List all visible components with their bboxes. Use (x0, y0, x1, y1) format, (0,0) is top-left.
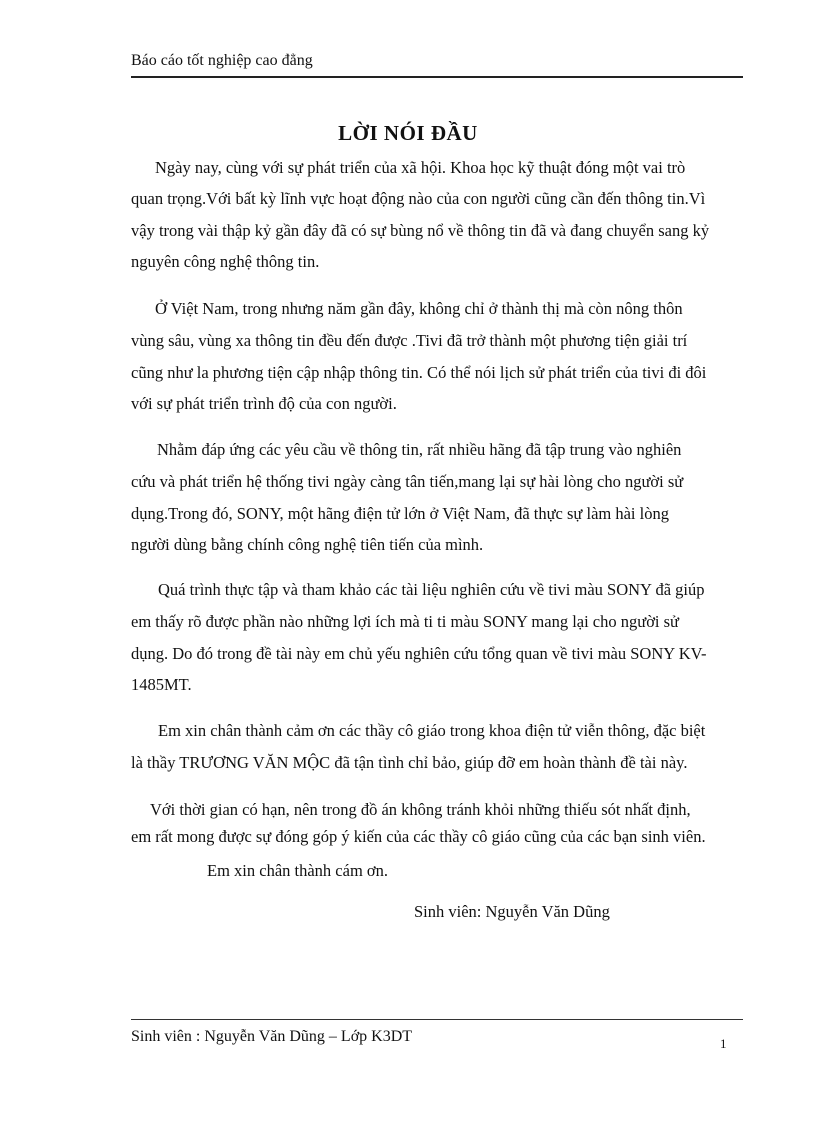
paragraph-line: cứu và phát triển hệ thống tivi ngày càng tân tiến,mang lại sự hài lòng cho người sử (131, 472, 684, 491)
paragraph-thanks-cont (131, 747, 743, 779)
paragraph-line: vậy trong vài thập kỷ gần đây đã có sự bùng nổ về thông tin đã và đang chuyển sang kỷ (131, 220, 710, 240)
paragraph-line: là thầy TRƯƠNG VĂN MỘC đã tận tình chỉ bảo, giúp đỡ em hoàn thành đề tài này. (131, 753, 688, 772)
paragraph-vietnam-cont (131, 325, 743, 420)
paragraph-line: em thấy rõ được phần nào những lợi ích mà ti ti màu SONY mang lại cho người sử (131, 612, 679, 631)
paragraph-line: quan trọng.Với bất kỳ lĩnh vực hoạt động nào của con người cũng cần đến thông tin.Vì (131, 189, 706, 208)
paragraph-line: với sự phát triển trình độ của con người. (131, 394, 397, 413)
running-footer: Sinh viên : Nguyễn Văn Dũng – Lớp K3DT (131, 1028, 413, 1045)
paragraph-sony-cont (131, 466, 743, 561)
paragraph-intro (155, 152, 743, 184)
paragraph-internship (158, 574, 743, 606)
paragraph-sony (157, 434, 743, 466)
paragraph-thanks (158, 715, 743, 747)
paragraph-line: vùng sâu, vùng xa thông tin đều đến được .Tivi đã trở thành một phương tiện giải trí (131, 331, 688, 350)
running-header: Báo cáo tốt nghiệp cao đẳng (131, 52, 313, 69)
paragraph-line: 1485MT. (131, 675, 192, 694)
paragraph-line: Em xin chân thành cảm ơn các thầy cô giáo trong khoa điện tử viễn thông, đặc biệt (158, 721, 706, 740)
signature: Sinh viên: Nguyễn Văn Dũng (414, 902, 610, 921)
page-title: LỜI NÓI ĐẦU (338, 121, 478, 145)
paragraph-line: Với thời gian có hạn, nên trong đồ án không tránh khỏi những thiếu sót nhất định, (150, 800, 691, 819)
paragraph-line: nguyên công nghệ thông tin. (131, 252, 320, 271)
paragraph-limitations-cont (131, 821, 743, 853)
footer-divider (131, 1019, 743, 1020)
paragraph-line: dụng.Trong đó, SONY, một hãng điện tử lớn ở Việt Nam, đã thực sự làm hài lòng (131, 503, 669, 523)
paragraph-line: Nhằm đáp ứng các yêu cầu về thông tin, rất nhiều hãng đã tập trung vào nghiên (157, 440, 682, 459)
paragraph-line: dụng. Do đó trong đề tài này em chủ yếu nghiên cứu tổng quan về tivi màu SONY KV- (131, 643, 707, 663)
paragraph-vietnam (155, 293, 743, 325)
paragraph-intro-cont (131, 183, 743, 278)
paragraph-line: Quá trình thực tập và tham khảo các tài liệu nghiên cứu về tivi màu SONY đã giúp (158, 580, 705, 599)
closing-thanks: Em xin chân thành cám ơn. (207, 861, 389, 880)
paragraph-line: Ngày nay, cùng với sự phát triển của xã hội. Khoa học kỹ thuật đóng một vai trò (155, 158, 686, 177)
paragraph-line: người dùng bằng chính công nghệ tiên tiến của mình. (131, 535, 484, 554)
paragraph-line: cũng như la phương tiện cập nhập thông tin. Có thể nói lịch sử phát triển của tivi đi đôi (131, 362, 707, 382)
paragraph-internship-cont (131, 606, 743, 701)
paragraph-line: em rất mong được sự đóng góp ý kiến của các thầy cô giáo cũng của các bạn sinh viên. (131, 827, 706, 846)
header-divider (131, 76, 743, 78)
paragraph-line: Ở Việt Nam, trong nhưng năm gần đây, không chỉ ở thành thị mà còn nông thôn (155, 299, 683, 318)
page-number: 1 (720, 1036, 727, 1051)
